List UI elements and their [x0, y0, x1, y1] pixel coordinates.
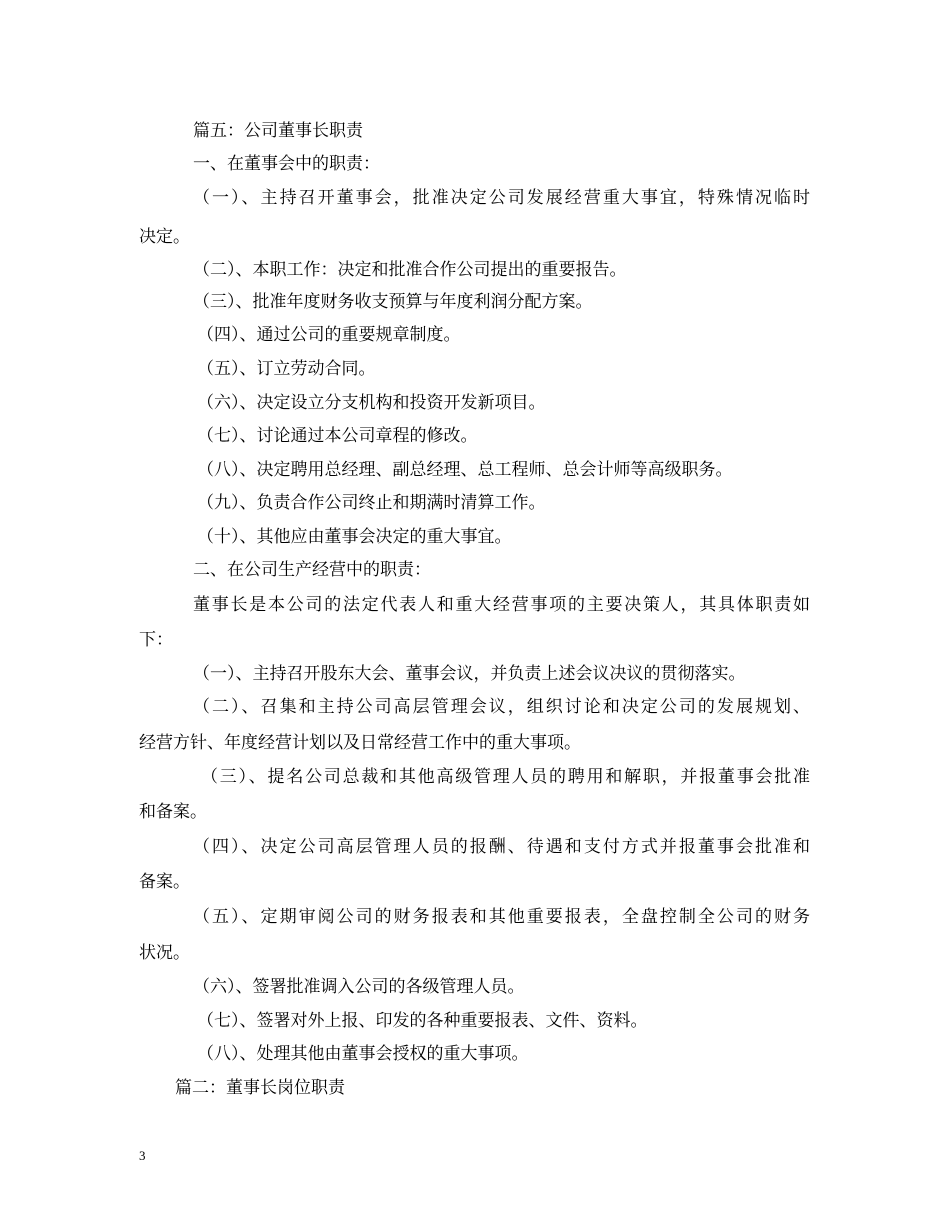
paragraph-line: 下：: [139, 630, 173, 650]
list-item: （七）、讨论通过本公司章程的修改。: [197, 426, 478, 446]
list-item: （三）、批准年度财务收支预算与年度利润分配方案。: [193, 292, 593, 312]
list-item: （八）、决定聘用总经理、副总经理、总工程师、总会计师等高级职务。: [197, 460, 733, 480]
list-item: （八）、处理其他由董事会授权的重大事项。: [197, 1044, 529, 1064]
paragraph-line: （三）、提名公司总裁和其他高级管理人员的聘用和解职，并报董事会批准: [201, 767, 810, 787]
next-section-heading: 篇二：董事长岗位职责: [175, 1078, 345, 1098]
paragraph-line: 状况。: [139, 943, 190, 963]
paragraph-line: （一）、主持召开董事会，批准决定公司发展经营重大事宜，特殊情况临时: [193, 188, 810, 208]
paragraph-line: 和备案。: [139, 802, 207, 822]
paragraph-line: 经营方针、年度经营计划以及日常经营工作中的重大事项。: [139, 733, 581, 753]
list-item: （十）、其他应由董事会决定的重大事宜。: [197, 527, 512, 547]
section-title: 二、在公司生产经营中的职责：: [193, 560, 431, 580]
paragraph-line: 决定。: [139, 227, 190, 247]
page-number: 3: [139, 1148, 146, 1163]
list-item: （五）、订立劳动合同。: [197, 359, 376, 379]
list-item: （二）、本职工作：决定和批准合作公司提出的重要报告。: [193, 260, 627, 280]
list-item: （九）、负责合作公司终止和期满时清算工作。: [197, 493, 546, 513]
list-item: （六）、决定设立分支机构和投资开发新项目。: [197, 393, 546, 413]
paragraph-line: （五）、定期审阅公司的财务报表和其他重要报表，全盘控制全公司的财务: [193, 907, 810, 927]
list-item: （七）、签署对外上报、印发的各种重要报表、文件、资料。: [197, 1011, 648, 1031]
list-item: （六）、签署批准调入公司的各级管理人员。: [193, 977, 525, 997]
list-item: （四）、通过公司的重要规章制度。: [197, 325, 461, 345]
paragraph-line: 备案。: [139, 872, 190, 892]
document-heading: 篇五：公司董事长职责: [193, 121, 363, 141]
list-item: （一）、主持召开股东大会、董事会议，并负责上述会议决议的贯彻落实。: [193, 664, 746, 684]
paragraph-line: 董事长是本公司的法定代表人和重大经营事项的主要决策人，其具体职责如: [193, 595, 810, 615]
paragraph-line: （二）、召集和主持公司高层管理会议，组织讨论和决定公司的发展规划、: [193, 697, 810, 717]
section-title: 一、在董事会中的职责：: [193, 154, 380, 174]
paragraph-line: （四）、决定公司高层管理人员的报酬、待遇和支付方式并报董事会批准和: [193, 837, 810, 857]
